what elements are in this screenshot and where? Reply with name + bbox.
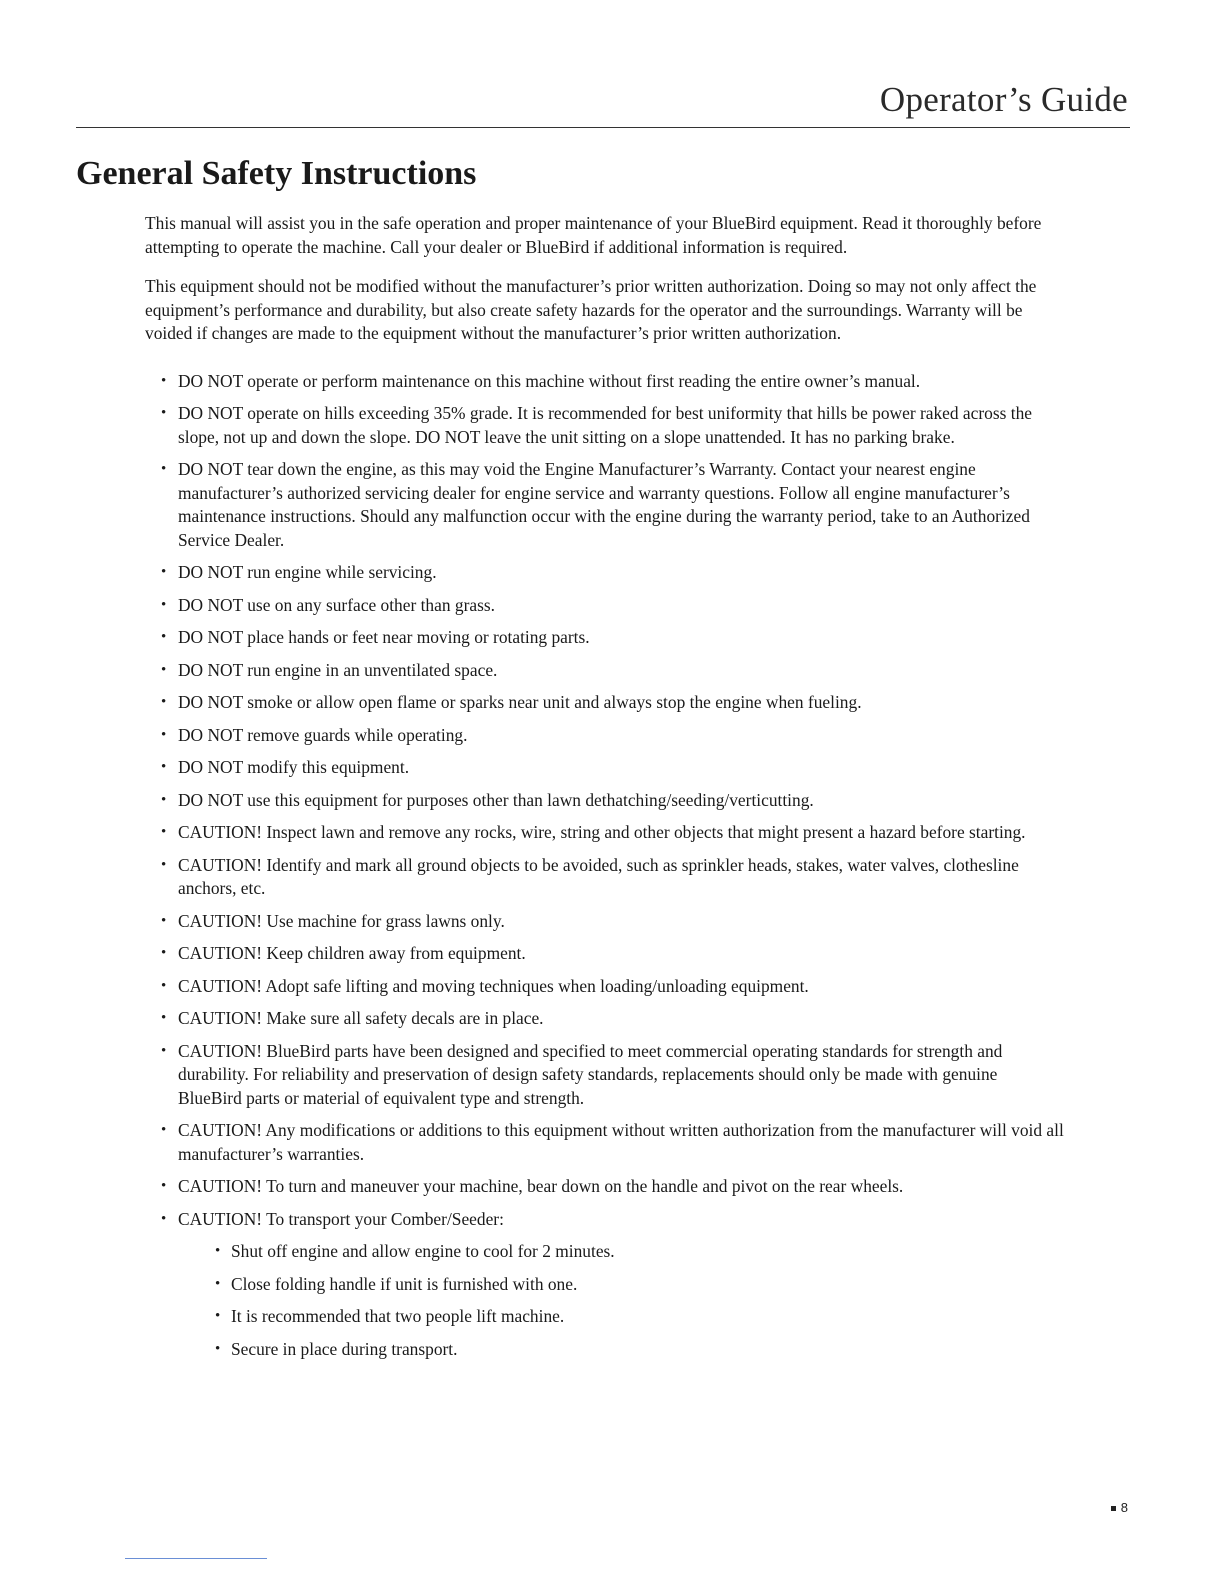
list-item	[145, 1040, 1065, 1111]
instruction-text: DO NOT operate or perform maintenance on this machine without first reading the entire owner’s manual.	[178, 370, 921, 391]
instruction-text: CAUTION! To transport your Comber/Seeder:	[178, 1208, 504, 1229]
bullet-icon: •	[161, 1210, 167, 1227]
instruction-text: CAUTION! Identify and mark all ground objects to be avoided, such as sprinkler heads, stakes, water valves, clothesline anchors, etc.	[178, 854, 1019, 898]
safety-instructions-list	[145, 370, 1065, 1362]
bullet-icon: •	[161, 912, 167, 929]
list-item	[145, 458, 1065, 552]
list-item	[178, 1240, 1065, 1264]
bullet-icon: •	[161, 629, 167, 645]
instruction-text: DO NOT modify this equipment.	[178, 757, 410, 777]
list-item	[178, 1305, 1065, 1329]
instruction-text: DO NOT run engine in an unventilated space.	[178, 659, 498, 680]
bullet-icon: •	[161, 1010, 167, 1026]
list-item	[145, 975, 1065, 999]
list-item	[145, 691, 1065, 715]
instruction-text: DO NOT operate on hills exceeding 35% grade. It is recommended for best uniformity that hills be power raked across the slope, not up and down the slope. DO NOT leave the unit sitting on a slope unattended. It has no parking brake.	[178, 403, 1032, 447]
instruction-text: DO NOT use on any surface other than grass.	[178, 594, 495, 615]
list-item	[145, 561, 1065, 585]
list-item	[145, 942, 1065, 966]
intro-paragraph: This manual will assist you in the safe operation and proper maintenance of your BlueBird equipment. Read it thoroughly before attempting to operate the machine. Call your dealer or BlueBird if additional information is required.	[145, 213, 1042, 257]
bullet-icon: •	[161, 405, 167, 421]
list-item	[178, 1338, 1065, 1362]
bullet-icon: •	[161, 824, 167, 840]
bullet-icon: •	[161, 372, 167, 389]
list-item	[145, 626, 1065, 650]
bullet-icon: •	[161, 564, 167, 580]
instruction-text: DO NOT use this equipment for purposes other than lawn dethatching/seeding/verticutting.	[178, 789, 814, 810]
instruction-text: CAUTION! Adopt safe lifting and moving techniques when loading/unloading equipment.	[178, 975, 809, 996]
transport-step-text: Secure in place during transport.	[231, 1338, 458, 1359]
list-item	[145, 659, 1065, 683]
bullet-icon: •	[161, 596, 167, 613]
list-item	[145, 821, 1065, 845]
list-item	[145, 594, 1065, 618]
running-head: Operator’s Guide	[879, 80, 1128, 119]
bullet-icon: •	[161, 461, 167, 477]
body-text	[145, 212, 1065, 1370]
instruction-text: DO NOT smoke or allow open flame or sparks near unit and always stop the engine when fueling.	[178, 692, 862, 712]
bullet-icon: •	[215, 1340, 221, 1357]
list-item	[145, 402, 1065, 449]
transport-steps-list	[178, 1240, 1065, 1361]
footer-rule	[125, 1558, 267, 1559]
list-item	[145, 854, 1065, 901]
instruction-text: CAUTION! To turn and maneuver your machine, bear down on the handle and pivot on the rear wheels.	[178, 1176, 904, 1196]
list-item	[145, 756, 1065, 780]
list-item	[178, 1273, 1065, 1297]
bullet-icon: •	[161, 661, 167, 678]
instruction-text: CAUTION! BlueBird parts have been designed and specified to meet commercial operating standards for strength and durability. For reliability and preservation of design safety standards, replacements should only be made with genuine BlueBird parts or material of equivalent type and strength.	[178, 1040, 1003, 1108]
instruction-text: DO NOT remove guards while operating.	[178, 724, 468, 745]
instruction-text: CAUTION! Inspect lawn and remove any rocks, wire, string and other objects that might present a hazard before starting.	[178, 822, 1026, 842]
list-item	[145, 370, 1065, 394]
bullet-icon: •	[161, 977, 167, 994]
instruction-text: CAUTION! Use machine for grass lawns only.	[178, 910, 505, 931]
bullet-icon: •	[161, 1042, 167, 1059]
transport-step-text: It is recommended that two people lift machine.	[231, 1306, 565, 1326]
transport-step-text: Close folding handle if unit is furnished with one.	[231, 1273, 578, 1294]
list-item	[145, 910, 1065, 934]
instruction-text: CAUTION! Keep children away from equipment.	[178, 943, 526, 963]
list-item	[145, 1175, 1065, 1199]
bullet-icon: •	[161, 791, 167, 808]
page-number-text: 8	[1120, 1500, 1128, 1515]
bullet-icon: •	[161, 945, 167, 961]
bullet-icon: •	[161, 856, 167, 873]
list-item	[145, 724, 1065, 748]
list-item	[145, 1208, 1065, 1362]
bullet-icon: •	[161, 759, 167, 775]
transport-step-text: Shut off engine and allow engine to cool for 2 minutes.	[231, 1241, 615, 1261]
page-number	[1111, 1500, 1128, 1515]
instruction-text: CAUTION! Make sure all safety decals are in place.	[178, 1008, 544, 1028]
section-title: General Safety Instructions	[76, 155, 477, 192]
intro-paragraph: This equipment should not be modified without the manufacturer’s prior written authorization. Doing so may not only affect the equipment’s performance and durability, but also create safety hazards for the operator and the surroundings. Warranty will be voided if changes are made to the equipment without the manufacturer’s prior written authorization.	[145, 276, 1037, 343]
header-rule	[76, 127, 1130, 128]
bullet-icon: •	[161, 1178, 167, 1194]
bullet-icon: •	[161, 694, 167, 710]
list-item	[145, 1007, 1065, 1031]
bullet-icon: •	[161, 1122, 167, 1138]
instruction-text: DO NOT run engine while servicing.	[178, 562, 437, 582]
list-item	[145, 789, 1065, 813]
bullet-icon: •	[215, 1243, 221, 1259]
instruction-text: CAUTION! Any modifications or additions to this equipment without written authorization from the manufacturer will void all manufacturer’s warranties.	[178, 1120, 1064, 1164]
bullet-icon: •	[161, 726, 167, 743]
square-bullet-icon	[1111, 1506, 1116, 1511]
list-item	[145, 1119, 1065, 1166]
instruction-text: DO NOT tear down the engine, as this may void the Engine Manufacturer’s Warranty. Contact your nearest engine manufacturer’s authorized servicing dealer for engine service and warranty questions. Follow all engine manufacturer’s maintenance instructions. Should any malfunction occur with the engine during the warranty period, take to an Authorized Service Dealer.	[178, 459, 1030, 550]
bullet-icon: •	[215, 1308, 221, 1324]
bullet-icon: •	[215, 1275, 221, 1292]
instruction-text: DO NOT place hands or feet near moving or rotating parts.	[178, 627, 590, 647]
